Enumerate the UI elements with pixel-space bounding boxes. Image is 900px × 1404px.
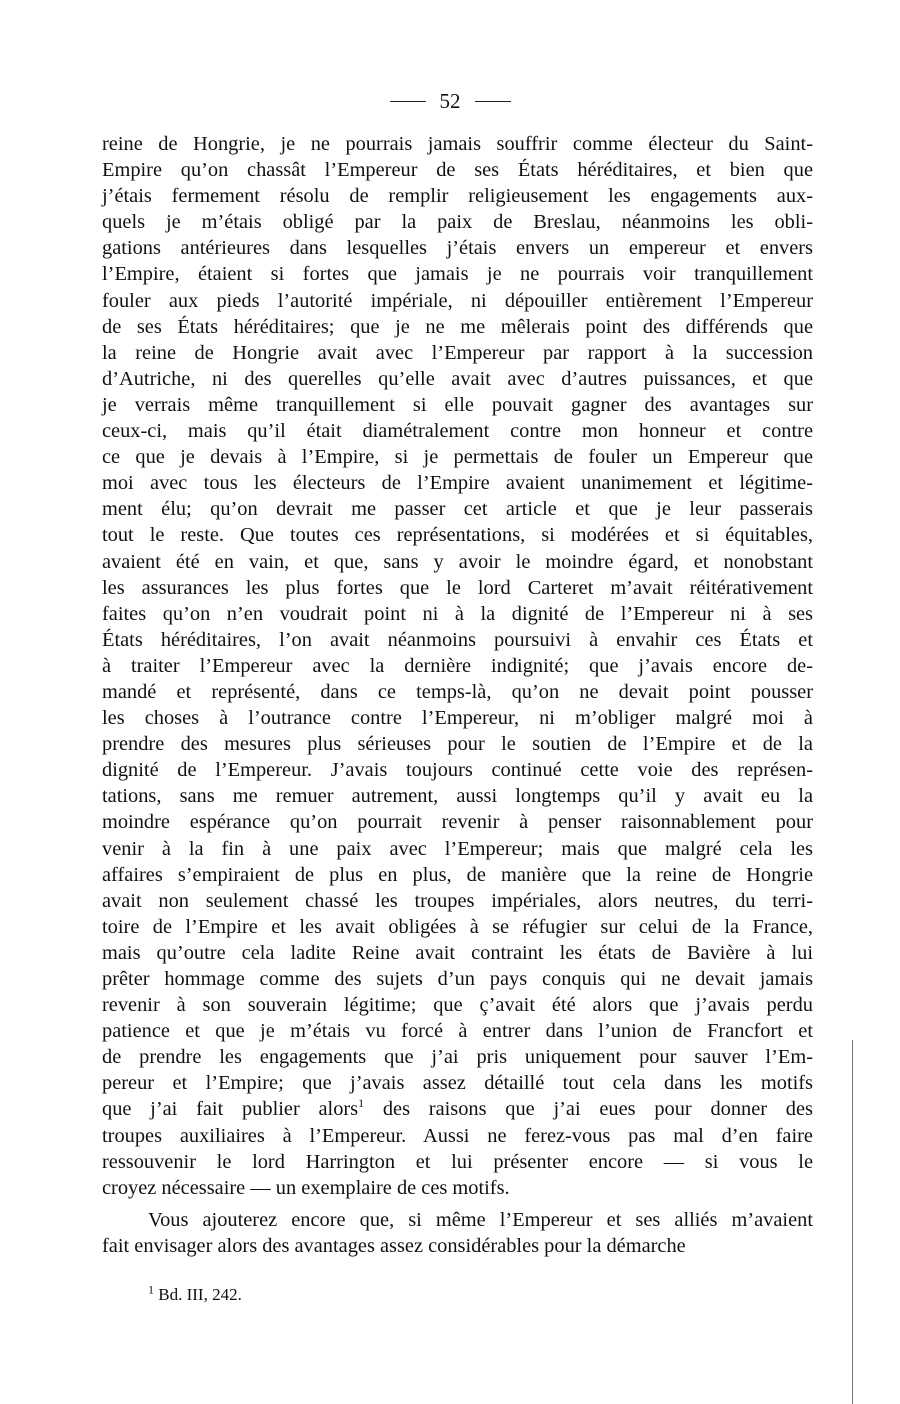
text-line: affaires s’empiraient de plus en plus, de manière que la reine de Hongrie: [102, 863, 813, 886]
text-line: États héréditaires, l’on avait néanmoins poursuivi à envahir ces États et: [102, 628, 813, 651]
page-number: 52: [439, 89, 461, 113]
header-dash-right: [475, 101, 511, 102]
footnote-reference: 1: [358, 1096, 365, 1111]
text-line: quels je m’étais obligé par la paix de Breslau, néanmoins les obli-: [102, 211, 813, 234]
paragraph: [102, 131, 813, 1201]
text-line: prêter hommage comme des sujets d’un pays conquis qui ne devait jamais: [102, 968, 813, 990]
scan-edge-line: [852, 1040, 853, 1404]
text-line: que j’ai fait publier alors$^1$ des raisons que j’ai eues pour donner des: [102, 1096, 813, 1121]
text-line: tout le reste. Que toutes ces représentations, si modérées et si équitables,: [102, 524, 813, 547]
text-line: toire de l’Empire et les avait obligées à se réfugier sur celui de la France,: [102, 915, 813, 938]
text-line: dignité de l’Empereur. J’avais toujours continué cette voie des représen-: [102, 759, 813, 782]
text-line: d’Autriche, ni des querelles qu’elle avait avec d’autres puissances, et que: [102, 367, 813, 390]
text-line: avaient été en vain, et que, sans y avoir le moindre égard, et nonobstant: [102, 550, 813, 573]
text-line: ressouvenir le lord Harrington et lui présenter encore — si vous le: [102, 1150, 813, 1173]
text-line: de prendre les engagements que j’ai pris uniquement pour sauver l’Em-: [102, 1046, 813, 1069]
text-line: faites qu’on n’en voudrait point ni à la dignité de l’Empereur ni à ses: [102, 602, 813, 625]
text-line: ment élu; qu’on devrait me passer cet article et que je leur passerais: [102, 498, 813, 521]
text-line: prendre des mesures plus sérieuses pour le soutien de l’Empire et de la: [102, 733, 813, 756]
text-line: reine de Hongrie, je ne pourrais jamais souffrir comme électeur du Saint-: [102, 133, 813, 155]
text-line: croyez nécessaire — un exemplaire de ces motifs.: [102, 1176, 510, 1199]
page-header: [0, 88, 900, 114]
text-line: mais qu’outre cela ladite Reine avait contraint les états de Bavière à lui: [102, 941, 813, 964]
text-line: revenir à son souverain légitime; que ç’avait été alors que j’avais perdu: [102, 994, 813, 1017]
text-line: gations antérieures dans lesquelles j’étais envers un empereur et envers: [102, 237, 813, 260]
text-line: ce que je devais à l’Empire, si je permettais de fouler un Empereur que: [102, 446, 813, 469]
text-line: troupes auxiliaires à l’Empereur. Aussi ne ferez-vous pas mal d’en faire: [102, 1124, 813, 1147]
text-line: je verrais même tranquillement si elle pouvait gagner des avantages sur: [102, 393, 813, 416]
footnote-text: Bd. III, 242.: [158, 1285, 242, 1304]
text-line: moindre espérance qu’on pourrait revenir à penser raisonnablement pour: [102, 811, 813, 834]
text-line: mandé et représenté, dans ce temps-là, qu’on ne devait point pousser: [102, 680, 813, 703]
paragraph: [102, 1207, 813, 1259]
text-line: fouler aux pieds l’autorité impériale, ni dépouiller entièrement l’Empereur: [102, 289, 813, 312]
footnote-marker: 1: [148, 1282, 154, 1297]
text-line: moi avec tous les électeurs de l’Empire avaient unanimement et légitime-: [102, 472, 813, 495]
text-line: de ses États héréditaires; que je ne me mêlerais point des différends que: [102, 315, 813, 338]
text-line: les choses à l’outrance contre l’Empereur, ni m’obliger malgré moi à: [102, 707, 813, 730]
header-dash-left: [390, 101, 426, 102]
text-line: patience et que je m’étais vu forcé à entrer dans l’union de Francfort et: [102, 1020, 813, 1043]
text-line: j’étais fermement résolu de remplir religieusement les engagements aux-: [102, 185, 813, 208]
text-line: Empire qu’on chassât l’Empereur de ses États héréditaires, et bien que: [102, 159, 813, 182]
body-text: [102, 131, 813, 1259]
text-line: avait non seulement chassé les troupes impériales, alors neutres, du terri-: [102, 889, 813, 912]
text-line: fait envisager alors des avantages assez considérables pour la démarche: [102, 1234, 686, 1257]
text-line: l’Empire, étaient si fortes que jamais je ne pourrais voir tranquillement: [102, 263, 813, 286]
text-line: la reine de Hongrie avait avec l’Empereur par rapport à la succession: [102, 341, 813, 364]
text-line: les assurances les plus fortes que le lord Carteret m’avait réitérativement: [102, 576, 813, 599]
text-line: à traiter l’Empereur avec la dernière indignité; que j’avais encore de-: [102, 654, 813, 677]
text-line: ceux-ci, mais qu’il était diamétralement contre mon honneur et contre: [102, 420, 813, 443]
text-line: venir à la fin à une paix avec l’Empereur; mais que malgré cela les: [102, 837, 813, 860]
text-line: tations, sans me remuer autrement, aussi longtemps qu’il y avait eu la: [102, 785, 813, 808]
text-line: Vous ajouterez encore que, si même l’Empereur et ses alliés m’avaient: [148, 1208, 813, 1231]
footnote: [148, 1284, 242, 1306]
text-line: pereur et l’Empire; que j’avais assez détaillé tout cela dans les motifs: [102, 1072, 813, 1095]
